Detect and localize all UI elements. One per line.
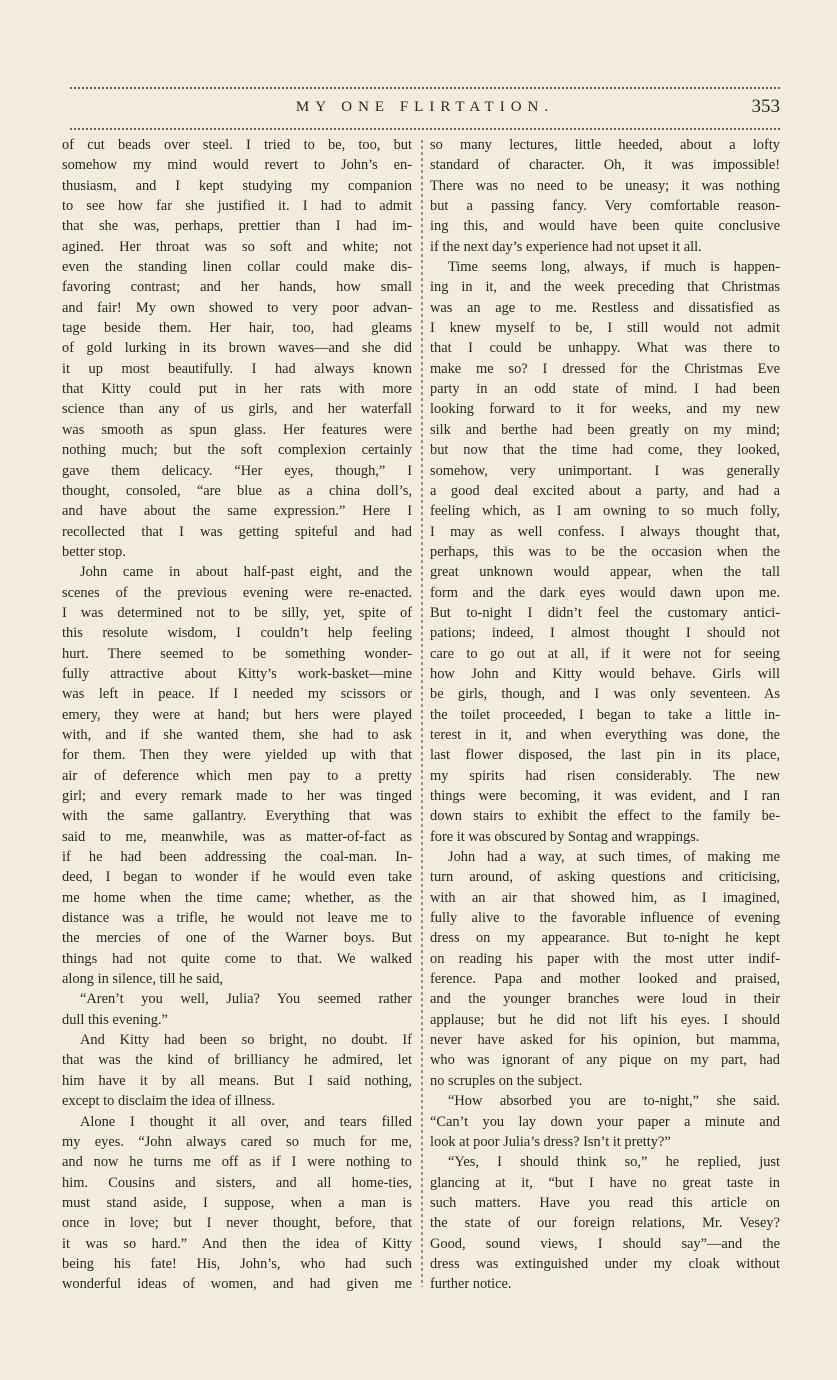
text-line: so many lectures, little heeded, about a lofty [430, 137, 780, 153]
text-line: but a passing fancy. Very comfortable reason- [430, 198, 780, 215]
text-line: my eyes. “John always cared so much for me, [62, 1133, 412, 1150]
text-line: that was the kind of brilliancy he admired, let [62, 1052, 412, 1069]
text-line: ference. Papa and mother looked and praised, [430, 971, 780, 988]
text-line: silk and berthe had been greatly on my mind; [430, 421, 780, 438]
text-line: better stop. [62, 543, 126, 560]
text-line: further notice. [430, 1276, 512, 1293]
left-column [62, 135, 412, 1295]
page-number: 353 [751, 96, 780, 117]
text-line: I knew myself to be, I still would not admit [430, 320, 780, 337]
text-line: be girls, though, and I was only seventeen. As [430, 686, 780, 703]
text-line: and have about the same expression.” Here I [62, 503, 412, 520]
text-line: last flower disposed, the last pin in its place, [430, 747, 780, 764]
text-line: party in an odd state of mind. I had been [430, 381, 780, 398]
text-line: was an age to me. Restless and dissatisfied as [430, 299, 780, 316]
text-line: Time seems long, always, if much is happen- [448, 259, 780, 276]
text-line: somehow, very unimportant. I was generally [430, 462, 780, 479]
text-line: favoring contrast; and her hands, how small [62, 279, 412, 296]
text-line: him. Cousins and sisters, and all home-ties, [62, 1174, 412, 1191]
text-line: “Yes, I should think so,” he replied, just [448, 1154, 780, 1171]
text-line: down stairs to exhibit the effect to the family be- [430, 808, 780, 825]
text-line: ing in it, and the week preceding that Christmas [430, 279, 780, 296]
text-line: agined. Her throat was so soft and white; not [62, 238, 412, 255]
text-line: There was no need to be uneasy; it was nothing [430, 177, 780, 194]
text-line: hurt. There seemed to be something wonder- [62, 645, 412, 662]
text-line: ing this, and would have been quite conclusive [430, 218, 780, 235]
text-line: looking forward to it for weeks, and my new [430, 401, 780, 418]
text-line: with an air that showed him, as I imagined, [430, 889, 780, 906]
text-line: science than any of us girls, and her waterfall [62, 401, 412, 418]
text-line: somehow my mind would revert to John’s en- [62, 157, 412, 174]
text-line: make me so? I dressed for the Christmas Eve [430, 360, 780, 377]
text-line: and fair! My own showed to very poor advan- [62, 299, 412, 316]
text-line: fore it was obscured by Sontag and wrappings. [430, 828, 700, 845]
text-line: if he had been addressing the coal-man. In- [62, 849, 412, 866]
text-line: being his fate! His, John’s, who had such [62, 1255, 412, 1272]
text-line: the state of our foreign relations, Mr. Vesey? [430, 1215, 780, 1232]
text-line: tage beside them. Her hair, too, had gleams [62, 320, 412, 337]
text-line: but now that the time had come, they looked, [430, 442, 780, 459]
text-line: along in silence, till he said, [62, 971, 224, 988]
ornamental-rule-bottom [70, 128, 780, 130]
text-line: how John and Kitty would behave. Girls will [430, 665, 780, 682]
text-line: turn around, of asking questions and criticising, [430, 869, 780, 886]
text-line: of gold lurking in its brown waves—and she did [62, 340, 412, 357]
text-line: recollected that I was getting spiteful and had [62, 523, 412, 540]
text-line: care to go out at all, if it were not for seeing [430, 645, 780, 662]
text-line: wonderful ideas of women, and had given me [62, 1276, 412, 1293]
text-line: I was determined not to be silly, yet, spite of [62, 604, 412, 621]
text-line: dull this evening.” [62, 1011, 168, 1028]
text-line: glancing at it, “but I have no great taste in [430, 1174, 780, 1191]
text-line: form and the dark eyes would dawn upon me. [430, 584, 780, 601]
text-line: this resolute wisdom, I couldn’t help feeling [62, 625, 412, 642]
text-line: feeling which, as I am owning to so much folly, [430, 503, 780, 520]
text-line: that Kitty could put in her rats with more [62, 381, 412, 398]
text-line: air of deference which men pay to a pretty [62, 767, 412, 784]
text-line: my spirits had risen considerably. The new [430, 767, 780, 784]
text-line: of cut beads over steel. I tried to be, too, but [62, 137, 412, 153]
text-line: “Can’t you lay down your paper a minute and [430, 1113, 780, 1130]
text-line: the toilet proceeded, I began to take a little in- [430, 706, 780, 723]
text-line: nothing much; but the soft complexion certainly [62, 442, 412, 459]
text-line: him have it by all means. But I said nothing, [62, 1072, 412, 1089]
text-line: gave them delicacy. “Her eyes, though,” I [62, 462, 412, 479]
text-line: deed, I began to wonder if he would even take [62, 869, 412, 886]
text-line: “Aren’t you well, Julia? You seemed rather [80, 991, 412, 1008]
text-line: never have asked for his opinion, but mamma, [430, 1032, 780, 1049]
text-line: emery, they were at hand; but hers were played [62, 706, 412, 723]
text-line: a good deal excited about a party, and had a [430, 482, 780, 499]
text-line: and now he turns me off as if I were nothing to [62, 1154, 412, 1171]
text-line: it was so hard.” And then the idea of Kitty [62, 1235, 412, 1252]
text-line: dress was extinguished under my cloak without [430, 1255, 780, 1272]
text-line: Good, sound views, I should say”—and the [430, 1235, 780, 1252]
text-line: But to-night I didn’t feel the customary antici- [430, 604, 780, 621]
text-line: fully attractive about Kitty’s work-basket—mine [62, 665, 412, 682]
text-line: John had a way, at such times, of making me [448, 849, 780, 866]
text-line: distance was a trifle, he would not leave me to [62, 910, 412, 927]
text-line: perhaps, this was to be the occasion when the [430, 543, 780, 560]
text-line: with the same gallantry. Everything that was [62, 808, 412, 825]
text-line: great unknown would appear, when the tall [430, 564, 780, 581]
text-line: that I could be unhappy. What was there to [430, 340, 780, 357]
text-line: was left in peace. If I needed my scissors or [62, 686, 412, 703]
text-line: that she was, perhaps, prettier than I had im- [62, 218, 412, 235]
text-line: and the younger branches were loud in their [430, 991, 780, 1008]
text-line: scenes of the previous evening were re-enacted. [62, 584, 412, 601]
text-line: “How absorbed you are to-night,” she said. [448, 1093, 780, 1110]
running-head [70, 96, 780, 122]
text-line: girl; and every remark made to her was tinged [62, 788, 412, 804]
text-line: no scruples on the subject. [430, 1072, 583, 1089]
text-line: thought, consoled, “are blue as a china doll’s, [62, 482, 412, 499]
text-line: standard of character. Oh, it was impossible! [430, 157, 780, 174]
text-line: And Kitty had been so bright, no doubt. If [80, 1032, 412, 1049]
text-line: who was ignorant of any pique on my part, had [430, 1052, 780, 1069]
text-line: once in love; but I never thought, before, that [62, 1215, 412, 1232]
text-line: on reading his paper with the most utter indif- [430, 950, 780, 967]
text-line: the mercies of one of the Warner boys. But [62, 930, 412, 947]
text-line: it up most beautifully. I had always known [62, 360, 412, 377]
text-line: things were becoming, it was evident, and I ran [430, 788, 780, 804]
text-line: Alone I thought it all over, and tears filled [80, 1113, 412, 1130]
text-line: pations; indeed, I almost thought I should not [430, 625, 780, 642]
text-line: I may as well confess. I always thought that, [430, 523, 780, 540]
text-line: applause; but he did not lift his eyes. I should [430, 1011, 780, 1028]
text-line: except to disclaim the idea of illness. [62, 1093, 275, 1110]
text-line: dress on my appearance. But to-night he kept [430, 930, 780, 947]
text-line: said to me, meanwhile, was as matter-of-fact as [62, 828, 412, 845]
running-title: MY ONE FLIRTATION. [295, 99, 555, 115]
column-divider [418, 137, 426, 1287]
text-line: John came in about half-past eight, and the [80, 564, 412, 581]
text-line: if the next day’s experience had not upset it all. [430, 238, 702, 255]
text-line: even the standing linen collar could make dis- [62, 259, 412, 276]
text-line: with, and if she wanted them, she had to ask [62, 726, 412, 743]
text-line: thusiasm, and I kept studying my companion [62, 177, 412, 194]
text-line: was smooth as spun glass. Her features were [62, 421, 412, 438]
text-line: fully alive to the favorable influence of evening [430, 910, 780, 927]
text-line: to see how far she justified it. I had to admit [62, 198, 412, 215]
text-line: terest in it, and when everything was done, the [430, 726, 780, 743]
text-line: me home when the time came; whether, as the [62, 889, 412, 906]
right-column [430, 135, 780, 1295]
text-line: for them. Then they were yielded up with that [62, 747, 412, 764]
text-line: such matters. Have you read this article on [430, 1194, 780, 1211]
text-line: must stand aside, I suppose, when a man is [62, 1194, 412, 1211]
text-line: things had not quite come to that. We walked [62, 950, 412, 967]
text-line: look at poor Julia’s dress? Isn’t it pretty?” [430, 1133, 671, 1150]
ornamental-rule-top [70, 87, 780, 89]
